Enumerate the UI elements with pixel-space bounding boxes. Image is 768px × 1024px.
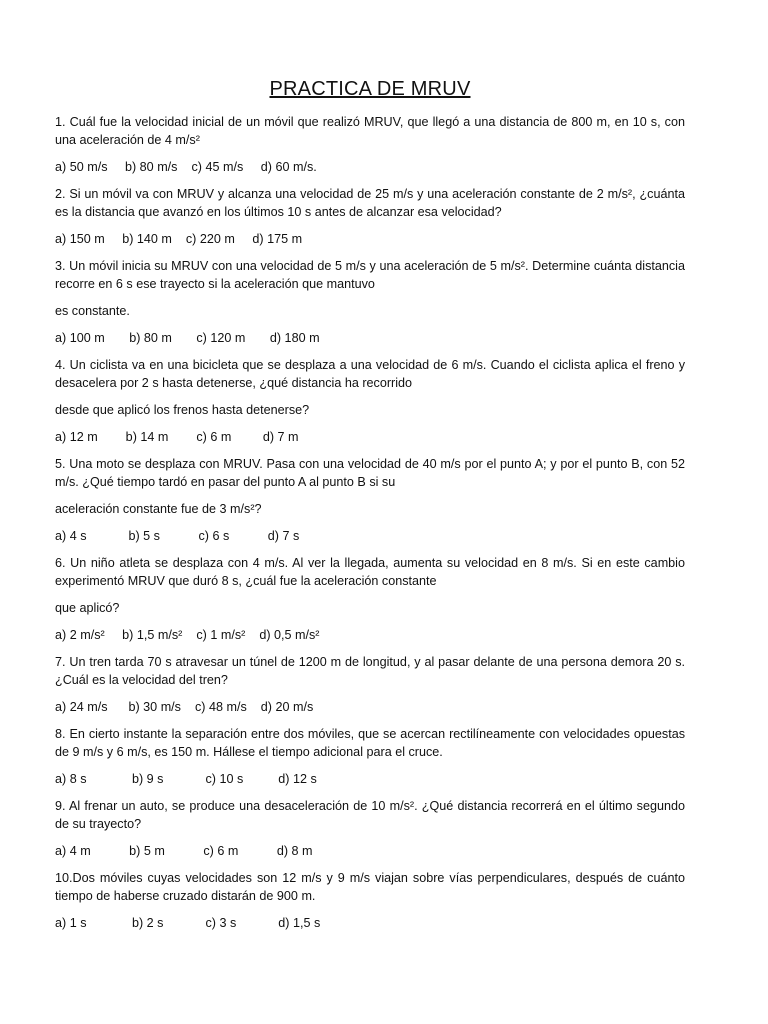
question-1-options: a) 50 m/s b) 80 m/s c) 45 m/s d) 60 m/s.: [55, 160, 317, 174]
question-10-text: 10.Dos móviles cuyas velocidades son 12 m/s y 9 m/s viajan sobre vías perpendiculares, después de cuánto tiempo de haberse cruzado distarán de 900 m.: [55, 871, 685, 903]
question-6-text: 6. Un niño atleta se desplaza con 4 m/s. Al ver la llegada, aumenta su velocidad en 8 m/s. Si en este cambio experimentó MRUV que duró 8 s, ¿cuál fue la aceleración constante: [55, 556, 685, 588]
question-9-text: 9. Al frenar un auto, se produce una desaceleración de 10 m/s². ¿Qué distancia recorrerá en el último segundo de su trayecto?: [55, 799, 685, 831]
question-4-options: a) 12 m b) 14 m c) 6 m d) 7 m: [55, 430, 299, 444]
question-6-options: a) 2 m/s² b) 1,5 m/s² c) 1 m/s² d) 0,5 m/s²: [55, 628, 320, 642]
question-7-options: a) 24 m/s b) 30 m/s c) 48 m/s d) 20 m/s: [55, 700, 314, 714]
question-6-continuation: que aplicó?: [55, 601, 120, 615]
question-3-continuation: es constante.: [55, 304, 130, 318]
question-4-text: 4. Un ciclista va en una bicicleta que se desplaza a una velocidad de 6 m/s. Cuando el ciclista aplica el freno y desacelera por 2 s hasta detenerse, ¿qué distancia ha recorrido: [55, 358, 685, 390]
question-8-text: 8. En cierto instante la separación entre dos móviles, que se acercan rectilíneamente con velocidades opuestas de 9 m/s y 6 m/s, es 150 m. Hállese el tiempo adicional para el cruce.: [55, 727, 685, 759]
question-5-options: a) 4 s b) 5 s c) 6 s d) 7 s: [55, 529, 300, 543]
question-5-continuation: aceleración constante fue de 3 m/s²?: [55, 502, 262, 516]
question-9-options: a) 4 m b) 5 m c) 6 m d) 8 m: [55, 844, 313, 858]
question-5-text: 5. Una moto se desplaza con MRUV. Pasa con una velocidad de 40 m/s por el punto A; y por el punto B, con 52 m/s. ¿Qué tiempo tardó en pasar del punto A al punto B si su: [55, 457, 685, 489]
question-7-text: 7. Un tren tarda 70 s atravesar un túnel de 1200 m de longitud, y al pasar delante de una persona demora 20 s. ¿Cuál es la velocidad del tren?: [55, 655, 685, 687]
document-page: [55, 78, 685, 941]
question-3-options: a) 100 m b) 80 m c) 120 m d) 180 m: [55, 331, 320, 345]
question-1-text: 1. Cuál fue la velocidad inicial de un móvil que realizó MRUV, que llegó a una distancia de 800 m, en 10 s, con una aceleración de 4 m/s²: [55, 115, 685, 147]
question-10-options: a) 1 s b) 2 s c) 3 s d) 1,5 s: [55, 916, 321, 930]
question-3-text: 3. Un móvil inicia su MRUV con una velocidad de 5 m/s y una aceleración de 5 m/s². Determine cuánta distancia recorre en 6 s ese trayecto si la aceleración que mantuvo: [55, 259, 685, 291]
question-2-options: a) 150 m b) 140 m c) 220 m d) 175 m: [55, 232, 303, 246]
document-title: PRACTICA DE MRUV: [269, 78, 471, 100]
question-2-text: 2. Si un móvil va con MRUV y alcanza una velocidad de 25 m/s y una aceleración constante de 2 m/s², ¿cuánta es la distancia que avanzó en los últimos 10 s antes de alcanzar esa velocidad?: [55, 187, 685, 219]
question-4-continuation: desde que aplicó los frenos hasta detenerse?: [55, 403, 310, 417]
question-8-options: a) 8 s b) 9 s c) 10 s d) 12 s: [55, 772, 317, 786]
